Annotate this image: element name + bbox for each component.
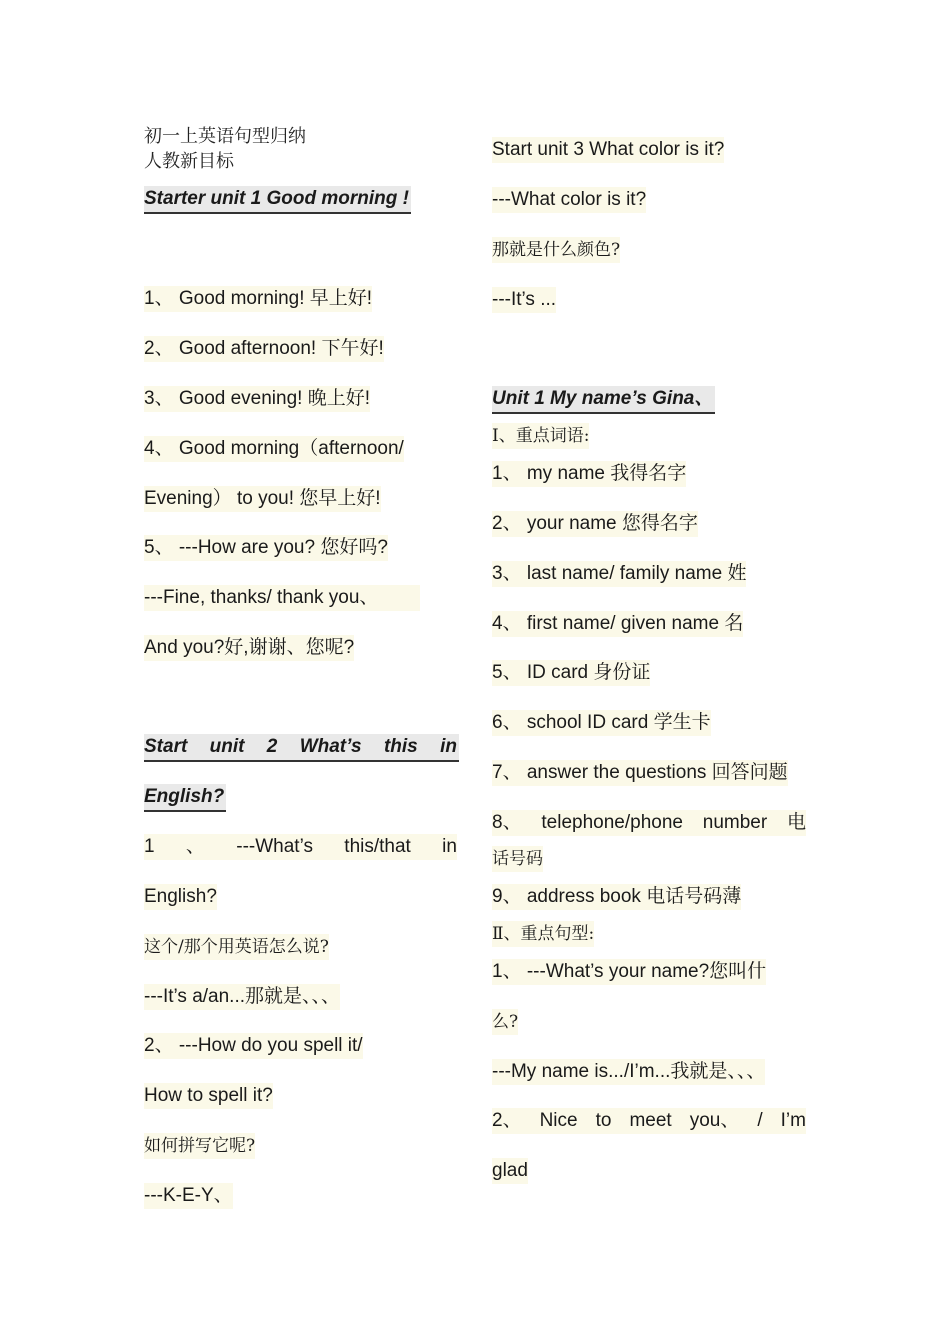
word: 、 [185, 836, 205, 857]
sentence-3 [492, 1108, 806, 1134]
word: / [757, 1110, 763, 1131]
word: 电 [786, 812, 806, 833]
u3-line-1: Start unit 3 What color is it? [492, 137, 724, 163]
left-line-4a: 4、 Good morning（afternoon/ [144, 436, 404, 462]
word-item-4: 4、 first name/ given name 名 [492, 611, 743, 637]
word: meet [629, 1110, 672, 1131]
u2-line-1b: English? [144, 884, 217, 910]
left-line-7: And you?好,谢谢、您呢? [144, 635, 354, 661]
left-line-3: 3、 Good evening! 晚上好! [144, 386, 370, 412]
heading-word: unit [209, 736, 245, 757]
section-1-label: Ⅰ、重点词语: [492, 423, 589, 449]
document-subtitle: 人教新目标 [144, 151, 234, 172]
heading-word: 2 [266, 736, 278, 757]
document-title: 初一上英语句型归纳 [144, 126, 306, 147]
word: 2、 [492, 1110, 522, 1131]
word-item-7: 7、 answer the questions 回答问题 [492, 760, 788, 786]
word: number [702, 812, 768, 833]
heading-word: What’s [299, 736, 362, 757]
left-line-6: ---Fine, thanks/ thank you、 [144, 585, 420, 611]
heading-word: this [383, 736, 418, 757]
left-line-2: 2、 Good afternoon! 下午好! [144, 336, 384, 362]
heading-word: Start [144, 736, 188, 757]
word-item-8 [492, 810, 806, 836]
u3-line-2: ---What color is it? [492, 187, 646, 213]
word: Nice [539, 1110, 578, 1131]
word-item-6: 6、 school ID card 学生卡 [492, 710, 711, 736]
left-line-5: 5、 ---How are you? 您好吗? [144, 535, 388, 561]
left-line-1: 1、 Good morning! 早上好! [144, 286, 372, 312]
unit-1-heading: Unit 1 My name’s Gina、 [492, 386, 715, 414]
sentence-3b: glad [492, 1158, 528, 1184]
u2-line-2: 这个/那个用英语怎么说? [144, 934, 329, 960]
start-unit-2-heading-end: English? [144, 784, 226, 812]
word: you、 [689, 1110, 740, 1131]
starter-unit-1-heading: Starter unit 1 Good morning ! [144, 186, 411, 214]
word-item-5: 5、 ID card 身份证 [492, 660, 650, 686]
word-item-9: 9、 address book 电话号码薄 [492, 884, 741, 910]
section-2-label: Ⅱ、重点句型: [492, 921, 594, 947]
word-item-1: 1、 my name 我得名字 [492, 461, 686, 487]
word: to [595, 1110, 612, 1131]
word: 1 [144, 836, 155, 857]
u2-line-7: ---K-E-Y、 [144, 1183, 233, 1209]
sentence-2: ---My name is.../I’m...我就是、、、 [492, 1059, 765, 1085]
word: ---What’s [236, 836, 313, 857]
word-item-2: 2、 your name 您得名字 [492, 511, 698, 537]
word-item-8b: 话号码 [492, 846, 543, 872]
u2-line-1 [144, 834, 457, 860]
word: 8、 [492, 812, 522, 833]
u2-line-4: 2、 ---How do you spell it/ [144, 1033, 363, 1059]
u2-line-3: ---It’s a/an...那就是、、、 [144, 984, 340, 1010]
u3-line-4: ---It’s ... [492, 287, 556, 313]
sentence-1a: 1、 ---What’s your name?您叫什 [492, 959, 766, 985]
u2-line-6: 如何拼写它呢? [144, 1133, 255, 1159]
word: this/that [344, 836, 411, 857]
heading-word: in [440, 736, 457, 757]
word: in [442, 836, 457, 857]
start-unit-2-heading [144, 734, 459, 762]
left-line-4b: Evening） to you! 您早上好! [144, 486, 381, 512]
u2-line-5: How to spell it? [144, 1083, 273, 1109]
word: I’m [780, 1110, 806, 1131]
word-item-3: 3、 last name/ family name 姓 [492, 561, 746, 587]
word: telephone/phone [541, 812, 683, 833]
sentence-1b: 么? [492, 1009, 518, 1035]
u3-line-3: 那就是什么颜色? [492, 237, 620, 263]
